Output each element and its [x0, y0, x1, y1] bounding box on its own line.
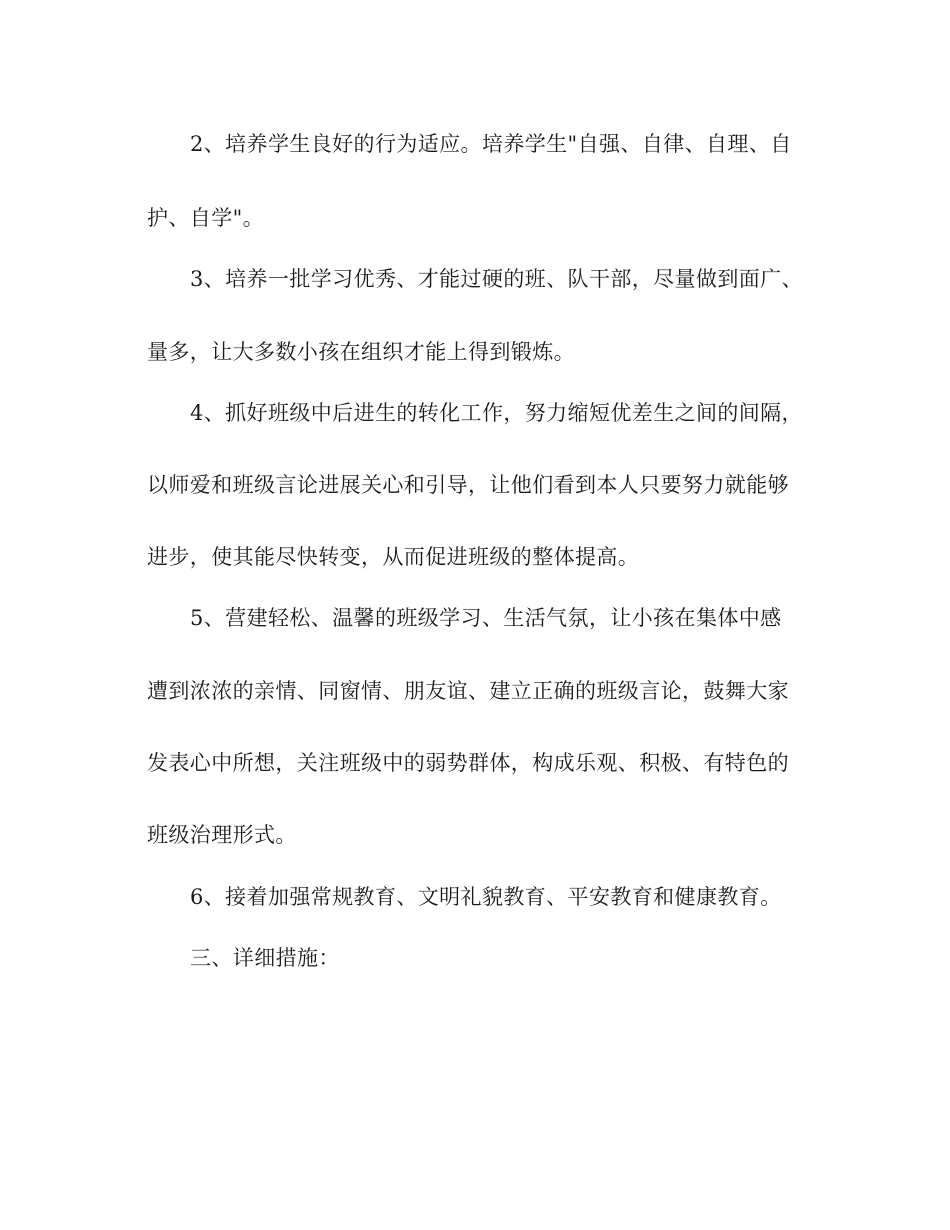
paragraph-2-line-2: 护、自学"。	[147, 206, 265, 230]
paragraph-5-line-2: 遭到浓浓的亲情、同窗情、朋友谊、建立正确的班级言论，鼓舞大家	[147, 679, 789, 703]
paragraph-2-line-1: 2、培养学生良好的行为适应。培养学生"自强、自律、自理、自	[190, 132, 792, 156]
section-heading-measures: 三、详细措施：	[190, 946, 340, 970]
paragraph-5-line-1: 5、营建轻松、温馨的班级学习、生活气氛，让小孩在集体中感	[190, 606, 782, 630]
paragraph-3-line-2: 量多，让大多数小孩在组织才能上得到锻炼。	[147, 340, 575, 364]
paragraph-6-line-1: 6、接着加强常规教育、文明礼貌教育、平安教育和健康教育。	[190, 885, 782, 909]
paragraph-4-line-1: 4、抓好班级中后进生的转化工作，努力缩短优差生之间的间隔，	[190, 401, 803, 425]
paragraph-4-line-2: 以师爱和班级言论进展关心和引导，让他们看到本人只要努力就能够	[147, 473, 789, 497]
paragraph-3-line-1: 3、培养一批学习优秀、才能过硬的班、队干部，尽量做到面广、	[190, 267, 803, 291]
paragraph-4-line-3: 进步，使其能尽快转变，从而促进班级的整体提高。	[147, 545, 640, 569]
paragraph-5-line-3: 发表心中所想，关注班级中的弱势群体，构成乐观、积极、有特色的	[147, 751, 789, 775]
paragraph-5-line-4: 班级治理形式。	[147, 823, 297, 847]
